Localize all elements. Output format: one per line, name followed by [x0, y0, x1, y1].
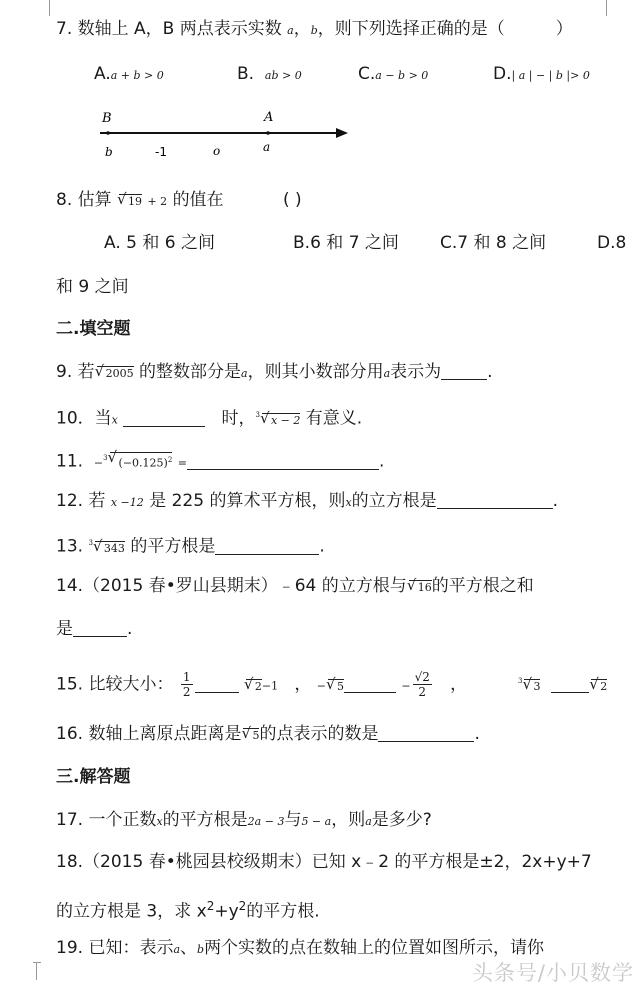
q7-option-a-label: A. — [94, 64, 111, 84]
q8-option-b: B.6 和 7 之间 — [293, 233, 399, 253]
q15-frac-half — [181, 670, 193, 699]
label-A: A — [264, 110, 274, 125]
q18-line2-b: +y — [214, 901, 239, 922]
label-a: a — [263, 140, 271, 154]
q7-option-d-expr: | a | − | b |> 0 — [511, 69, 590, 82]
q9-post: 表示为 — [390, 362, 442, 382]
q15-cbrt3 — [524, 679, 540, 694]
q17-pre: 17. 一个正数 — [56, 810, 157, 830]
q13-root-index: 3 — [88, 539, 93, 547]
q17-and: 与 — [284, 810, 302, 830]
q11-cbrt — [110, 452, 173, 471]
q16-pre: 16. 数轴上离原点距离是 — [56, 724, 242, 744]
q17-mid2: ，则 — [331, 810, 366, 830]
q15-blank-1[interactable] — [195, 676, 239, 693]
q17-mid: 的平方根是 — [162, 810, 248, 830]
q7-var-a: a — [287, 24, 294, 37]
q15-part3 — [518, 670, 607, 696]
q8-stem — [56, 189, 224, 213]
q11-end: . — [378, 451, 385, 472]
q11-pre: 11. — [56, 451, 84, 472]
q15-frac2-num: √2 — [414, 670, 430, 684]
q12-end: . — [552, 491, 559, 511]
q15-sqrt2 — [246, 679, 262, 694]
q15-neg: − — [316, 679, 326, 693]
q11-eq: = — [177, 456, 187, 470]
q7-option-b-label: B. — [237, 64, 255, 84]
q18-line2 — [56, 895, 320, 923]
q13-cbrt — [95, 541, 125, 556]
label-b: b — [105, 145, 113, 159]
q12-answer-blank[interactable] — [437, 492, 553, 509]
q8-paren: ( ) — [283, 190, 302, 210]
q14-text-b: 的平方根之和 — [431, 576, 534, 596]
q19-sep: 、 — [180, 938, 198, 958]
q11-exponent: 2 — [167, 456, 173, 464]
q18-line1: 18.（2015 春•桃园县校级期末）已知 x﹣2 的平方根是±2，2x+y+7 — [56, 852, 592, 872]
q8-text-post: 的值在 — [172, 190, 224, 210]
q9-end: . — [487, 362, 493, 382]
label-o: o — [213, 144, 221, 158]
q15-neg2: − — [401, 679, 411, 693]
q14-line1 — [56, 575, 534, 597]
q9-radicand: 2005 — [105, 367, 134, 380]
q7-option-a-expr: a + b > 0 — [110, 69, 164, 82]
q7-tail: ，则下列选择正确的是（ ） — [317, 19, 573, 39]
q7-option-d — [493, 63, 590, 87]
q8-option-d-cont: 和 9 之间 — [56, 277, 129, 297]
q14-text: 14.（2015 春•罗山县期末）﹣64 的立方根与 — [56, 576, 407, 596]
q17-expr2: 5 − a — [301, 815, 332, 828]
q18-sup2: 2 — [238, 899, 247, 913]
q12-post: 的立方根是 — [351, 491, 437, 511]
q15-rad1: 2 — [254, 679, 262, 693]
q12-expr: x −12 — [110, 496, 144, 509]
q7-option-b — [237, 63, 302, 87]
q9-mid2: ，则其小数部分用 — [247, 362, 384, 382]
q19-var-a: a — [173, 943, 181, 956]
q8-sqrt — [119, 194, 142, 209]
q15-comma: ， — [294, 674, 312, 695]
q15-blank-3[interactable] — [551, 676, 589, 693]
q7-option-b-expr: ab > 0 — [264, 69, 302, 82]
q16 — [56, 723, 480, 745]
q9-mid: 的整数部分是 — [139, 362, 242, 382]
q15-minus1: −1 — [261, 679, 279, 693]
q7-option-c — [358, 63, 428, 87]
q17-var-a: a — [365, 815, 372, 828]
q12-var-x: x — [345, 496, 352, 509]
q11 — [56, 447, 384, 475]
q15-comma2: ， — [450, 674, 468, 695]
q13-end: . — [319, 536, 325, 557]
label-minus1: -1 — [155, 145, 167, 159]
q7-option-c-label: C. — [358, 64, 376, 84]
q10-post: 有意义. — [305, 408, 363, 429]
q14-line2 — [56, 618, 132, 640]
q14-line2-text: 是 — [56, 619, 73, 639]
q8-plus: + 2 — [147, 195, 168, 208]
q15-pre: 15. 比较大小： — [56, 674, 174, 695]
q15-sqrt5 — [328, 679, 344, 694]
q9-var-a2: a — [383, 367, 391, 380]
watermark: 头条号/小贝数学 — [471, 961, 634, 985]
q11-answer-blank[interactable] — [187, 453, 379, 470]
q9 — [56, 361, 493, 385]
section-heading-solve: 三.解答题 — [56, 767, 131, 787]
q18-line2-c: 的平方根. — [246, 901, 320, 922]
q13-answer-blank[interactable] — [215, 538, 319, 555]
q7-option-a — [94, 63, 164, 87]
q19-var-b: b — [197, 943, 205, 956]
q15-rad4: 2 — [600, 679, 608, 693]
q7-var-b: b — [310, 24, 318, 37]
q17-post: 是多少? — [371, 810, 432, 830]
q13-post: 的平方根是 — [130, 536, 216, 557]
q15-root-index: 3 — [518, 677, 523, 685]
q15-frac2-den: 2 — [418, 685, 427, 699]
q17-expr1: 2a − 3 — [247, 815, 285, 828]
q10-var-x: x — [111, 413, 118, 427]
point-b — [106, 131, 110, 135]
q11-neg: − — [93, 456, 104, 470]
q8-text-pre: 8. 估算 — [56, 190, 112, 210]
q16-post: 的点表示的数是 — [259, 724, 379, 744]
q10-answer-blank[interactable] — [123, 410, 205, 427]
q9-sqrt — [97, 366, 134, 381]
q8-option-d: D.8 — [597, 233, 627, 253]
q9-answer-blank[interactable] — [441, 363, 487, 380]
q12 — [56, 490, 558, 514]
crop-mark-top-left — [33, 0, 50, 16]
q16-radicand: 5 — [252, 729, 260, 742]
q15 — [56, 670, 467, 699]
q8-option-c: C.7 和 8 之间 — [440, 233, 547, 253]
q17 — [56, 809, 432, 833]
q10-radicand: x − 2 — [270, 413, 301, 427]
q15-sqrt2b — [591, 679, 607, 694]
q11-radicand: (−0.125) — [118, 456, 168, 470]
q10-cbrt — [262, 413, 300, 428]
q15-blank-2[interactable] — [344, 676, 396, 693]
q13 — [56, 532, 325, 558]
q10-mid: 时， — [221, 408, 256, 429]
q18-sup1: 2 — [206, 899, 215, 913]
q15-rad2: 5 — [336, 679, 344, 693]
point-a — [266, 131, 270, 135]
axis-arrow — [336, 128, 348, 138]
q7-option-c-expr: a − b > 0 — [375, 69, 429, 82]
q19 — [56, 937, 544, 961]
q13-pre: 13. — [56, 536, 84, 557]
q10 — [56, 404, 362, 432]
q7-number-line — [90, 104, 360, 164]
q19-post: 两个实数的点在数轴上的位置如图所示，请你 — [204, 938, 545, 958]
q14-end: . — [127, 619, 133, 639]
q15-rad3: 3 — [533, 679, 541, 693]
q9-pre: 9. 若 — [56, 362, 95, 382]
q12-mid: 是 225 的算术平方根，则 — [149, 491, 346, 511]
q11-root-index: 3 — [103, 454, 108, 462]
q13-radicand: 343 — [103, 541, 125, 555]
q14-answer-blank[interactable] — [73, 620, 127, 637]
q12-pre: 12. 若 — [56, 491, 106, 511]
q14-radicand: 16 — [417, 581, 432, 594]
q15-frac1-den: 2 — [182, 685, 191, 699]
q10-pre: 10．当 — [56, 408, 112, 429]
q17-var-x: x — [156, 815, 163, 828]
q8-radicand: 19 — [128, 195, 143, 208]
q7-stem — [56, 18, 573, 42]
q7-option-d-label: D. — [493, 64, 512, 84]
q10-root-index: 3 — [255, 411, 260, 419]
q9-var-a: a — [241, 367, 248, 380]
q16-sqrt5 — [243, 728, 259, 743]
section-heading-fill-blank: 二.填空题 — [56, 319, 131, 339]
q16-answer-blank[interactable] — [378, 725, 474, 742]
q16-end: . — [474, 724, 480, 744]
q7-text: 7. 数轴上 A，B 两点表示实数 — [56, 19, 282, 39]
q14-sqrt — [409, 580, 432, 595]
crop-mark-top-right — [606, 0, 623, 16]
q18-line2-a: 的立方根是 3，求 x — [56, 901, 207, 922]
crop-mark-bottom-left-h — [33, 962, 41, 979]
q7-sep: ， — [293, 19, 311, 39]
q15-frac1-num: 1 — [182, 670, 191, 684]
q19-pre: 19. 已知：表示 — [56, 938, 174, 958]
label-B: B — [102, 111, 112, 126]
q15-frac-root2 — [413, 670, 432, 699]
q8-option-a: A. 5 和 6 之间 — [104, 233, 215, 253]
